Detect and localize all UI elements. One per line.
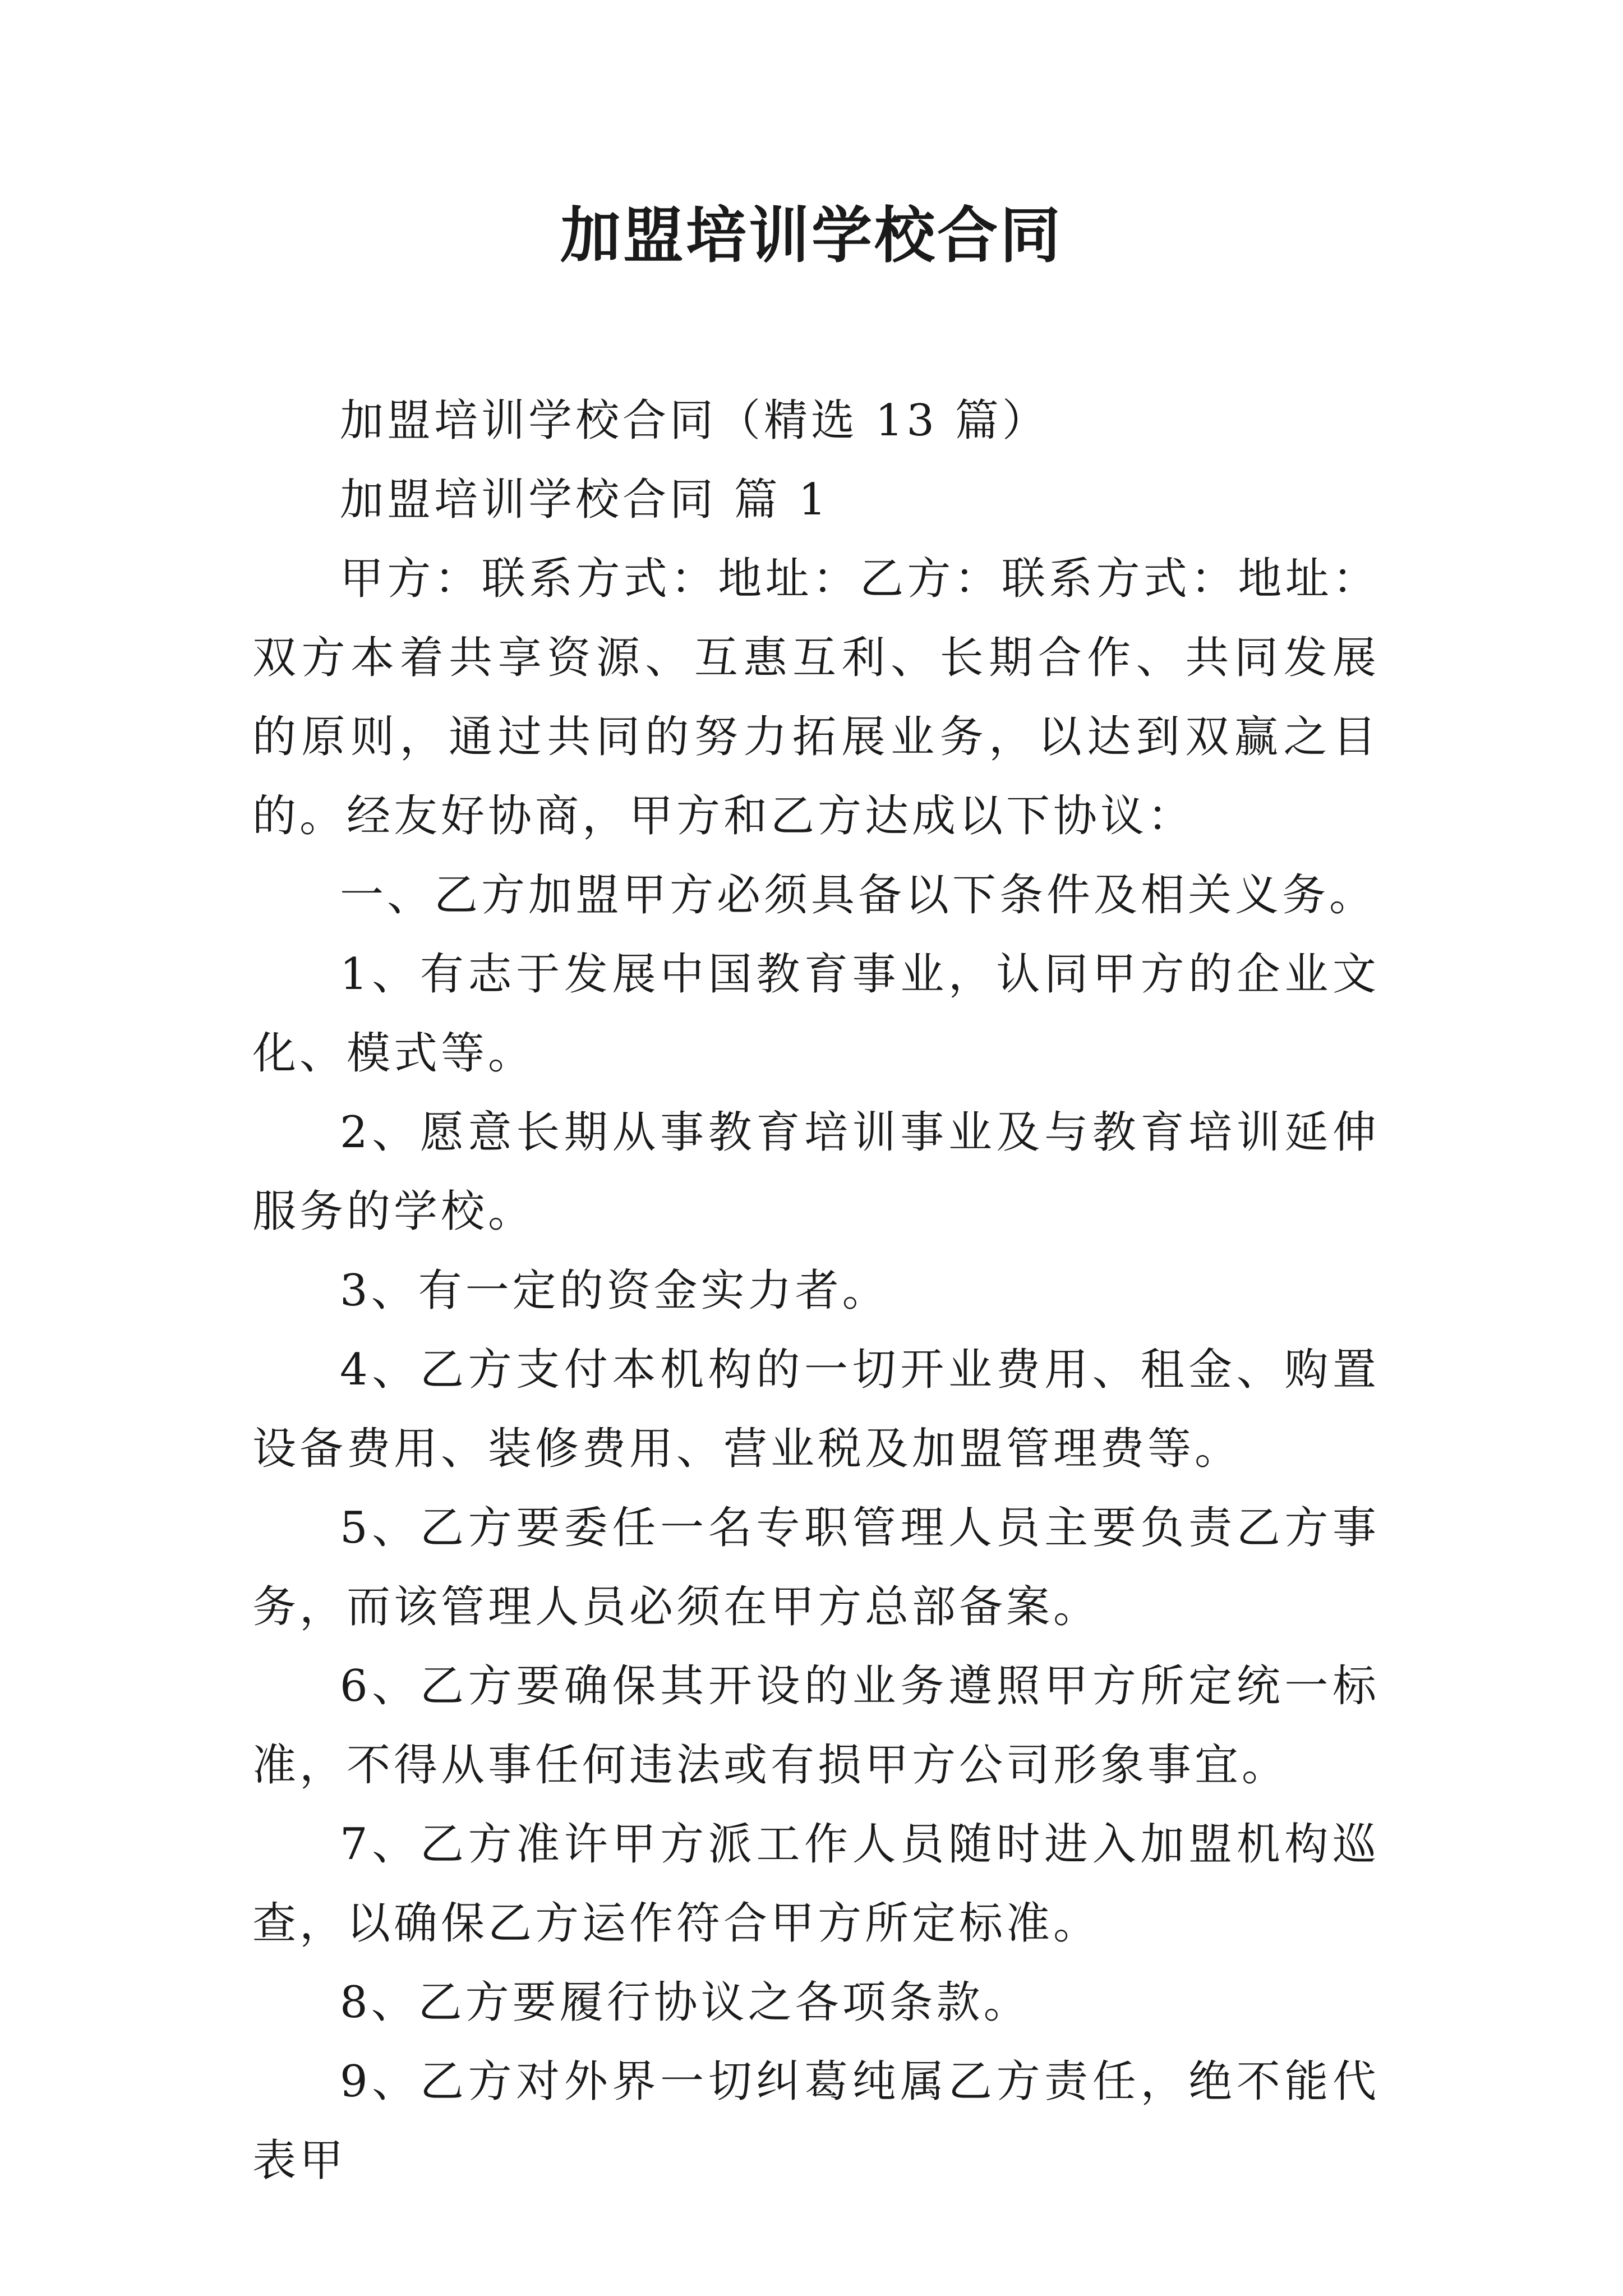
paragraph-parties: 甲方：联系方式：地址：乙方：联系方式：地址：双方本着共享资源、互惠互利、长期合作、共同发展的原则，通过共同的努力拓展业务，以达到双赢之目的。经友好协商，甲方和乙方达成以下协议： xyxy=(252,554,1380,841)
paragraph-item-3: 3、有一定的资金实力者。 xyxy=(340,1266,889,1316)
document-body xyxy=(252,381,1380,2201)
paragraph-item-5: 5、乙方要委任一名专职管理人员主要负责乙方事务，而该管理人员必须在甲方总部备案。 xyxy=(252,1503,1380,1632)
paragraph-item-4: 4、乙方支付本机构的一切开业费用、租金、购置设备费用、装修费用、营业税及加盟管理费等。 xyxy=(252,1345,1380,1474)
paragraph-subtitle: 加盟培训学校合同（精选 13 篇） xyxy=(340,395,1049,446)
paragraph-item-2: 2、愿意长期从事教育培训事业及与教育培训延伸服务的学校。 xyxy=(252,1107,1380,1237)
paragraph-item-1: 1、有志于发展中国教育事业，认同甲方的企业文化、模式等。 xyxy=(252,949,1380,1079)
paragraph-item-8: 8、乙方要履行协议之各项条款。 xyxy=(340,1977,1031,2028)
paragraph-item-6: 6、乙方要确保其开设的业务遵照甲方所定统一标准，不得从事任何违法或有损甲方公司形象事宜。 xyxy=(252,1661,1380,1791)
paragraph-item-7: 7、乙方准许甲方派工作人员随时进入加盟机构巡查，以确保乙方运作符合甲方所定标准。 xyxy=(252,1819,1380,1949)
document-title: 加盟培训学校合同 xyxy=(560,200,1063,271)
paragraph-clause-1-heading: 一、乙方加盟甲方必须具备以下条件及相关义务。 xyxy=(340,870,1377,921)
paragraph-item-9: 9、乙方对外界一切纠葛纯属乙方责任，绝不能代表甲 xyxy=(252,2056,1380,2186)
paragraph-section-heading: 加盟培训学校合同 篇 1 xyxy=(340,475,830,525)
